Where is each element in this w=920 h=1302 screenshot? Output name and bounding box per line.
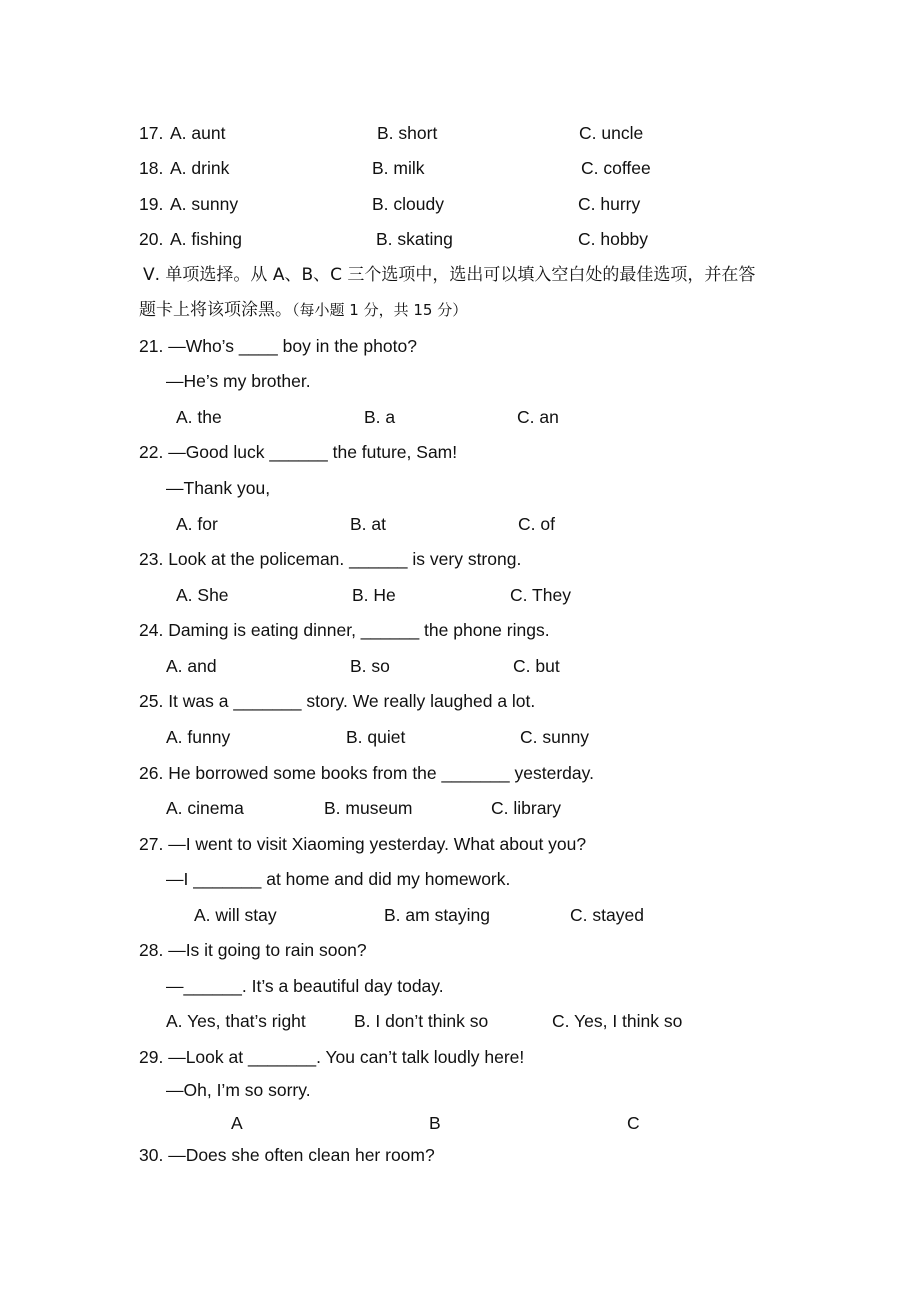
- q22-option-a: A. for: [176, 514, 218, 534]
- q22-option-b: B. at: [350, 514, 386, 534]
- q17-option-b: B. short: [377, 123, 438, 143]
- q23-option-a: A. She: [176, 585, 229, 605]
- q28-reply: —______. It’s a beautiful day today.: [166, 976, 444, 996]
- q23-option-c: C. They: [510, 585, 571, 605]
- q24-option-b: B. so: [350, 656, 390, 676]
- q24-option-c: C. but: [513, 656, 560, 676]
- q29-option-a: A: [231, 1113, 243, 1133]
- q25-option-b: B. quiet: [346, 727, 406, 747]
- q20-option-b: B. skating: [376, 229, 453, 249]
- section-heading: Ⅴ. 单项选择。从 A、B、C 三个选项中，选出可以填入空白处的最佳选项，并在答: [143, 265, 756, 285]
- q26-stem: 26. He borrowed some books from the _______ yesterday.: [139, 763, 594, 783]
- q27-option-b: B. am staying: [384, 905, 491, 925]
- q19-option-a: A. sunny: [170, 194, 239, 214]
- q26-option-c: C. library: [491, 798, 562, 818]
- q21-option-b: B. a: [364, 407, 396, 427]
- q24-option-a: A. and: [166, 656, 217, 676]
- q27-stem: 27. —I went to visit Xiaoming yesterday. What about you?: [139, 834, 587, 854]
- q17-number: 17.: [139, 123, 164, 143]
- q20-number: 20.: [139, 229, 164, 249]
- q23-option-b: B. He: [352, 585, 396, 605]
- q19-option-c: C. hurry: [578, 194, 641, 214]
- q27-option-c: C. stayed: [570, 905, 644, 925]
- q20-option-a: A. fishing: [170, 229, 242, 249]
- q18-option-b: B. milk: [372, 158, 425, 178]
- section-instructions-text: 题卡上将该项涂黑。: [139, 300, 292, 320]
- section-instructions: [139, 299, 467, 321]
- q28-option-a: A. Yes, that’s right: [166, 1011, 306, 1031]
- q29-option-b: B: [429, 1113, 441, 1133]
- q17-option-c: C. uncle: [579, 123, 644, 143]
- q18-option-c: C. coffee: [581, 158, 651, 178]
- q19-number: 19.: [139, 194, 164, 214]
- q21-option-a: A. the: [176, 407, 222, 427]
- q28-stem: 28. —Is it going to rain soon?: [139, 940, 367, 960]
- q22-option-c: C. of: [518, 514, 555, 534]
- q23-stem: 23. Look at the policeman. ______ is very strong.: [139, 549, 522, 569]
- q21-stem: 21. —Who’s ____ boy in the photo?: [139, 336, 417, 356]
- q24-stem: 24. Daming is eating dinner, ______ the phone rings.: [139, 620, 550, 640]
- q28-option-b: B. I don’t think so: [354, 1011, 489, 1031]
- q18-option-a: A. drink: [170, 158, 230, 178]
- q26-option-b: B. museum: [324, 798, 413, 818]
- q25-option-c: C. sunny: [520, 727, 590, 747]
- q29-stem: 29. —Look at _______. You can’t talk loudly here!: [139, 1047, 525, 1067]
- q26-option-a: A. cinema: [166, 798, 244, 818]
- q20-option-c: C. hobby: [578, 229, 649, 249]
- q29-reply: —Oh, I’m so sorry.: [166, 1080, 311, 1100]
- q25-stem: 25. It was a _______ story. We really laughed a lot.: [139, 691, 536, 711]
- q17-option-a: A. aunt: [170, 123, 226, 143]
- q30-stem: 30. —Does she often clean her room?: [139, 1145, 435, 1165]
- q22-reply: —Thank you,: [166, 478, 271, 498]
- q18-number: 18.: [139, 158, 164, 178]
- q27-reply: —I _______ at home and did my homework.: [166, 869, 511, 889]
- q25-option-a: A. funny: [166, 727, 231, 747]
- q19-option-b: B. cloudy: [372, 194, 444, 214]
- q27-option-a: A. will stay: [194, 905, 277, 925]
- section-score-note: （每小题 1 分，共 15 分）: [292, 301, 468, 319]
- q21-reply: —He’s my brother.: [166, 371, 311, 391]
- q21-option-c: C. an: [517, 407, 559, 427]
- q28-option-c: C. Yes, I think so: [552, 1011, 683, 1031]
- q22-stem: 22. —Good luck ______ the future, Sam!: [139, 442, 458, 462]
- q29-option-c: C: [627, 1113, 640, 1133]
